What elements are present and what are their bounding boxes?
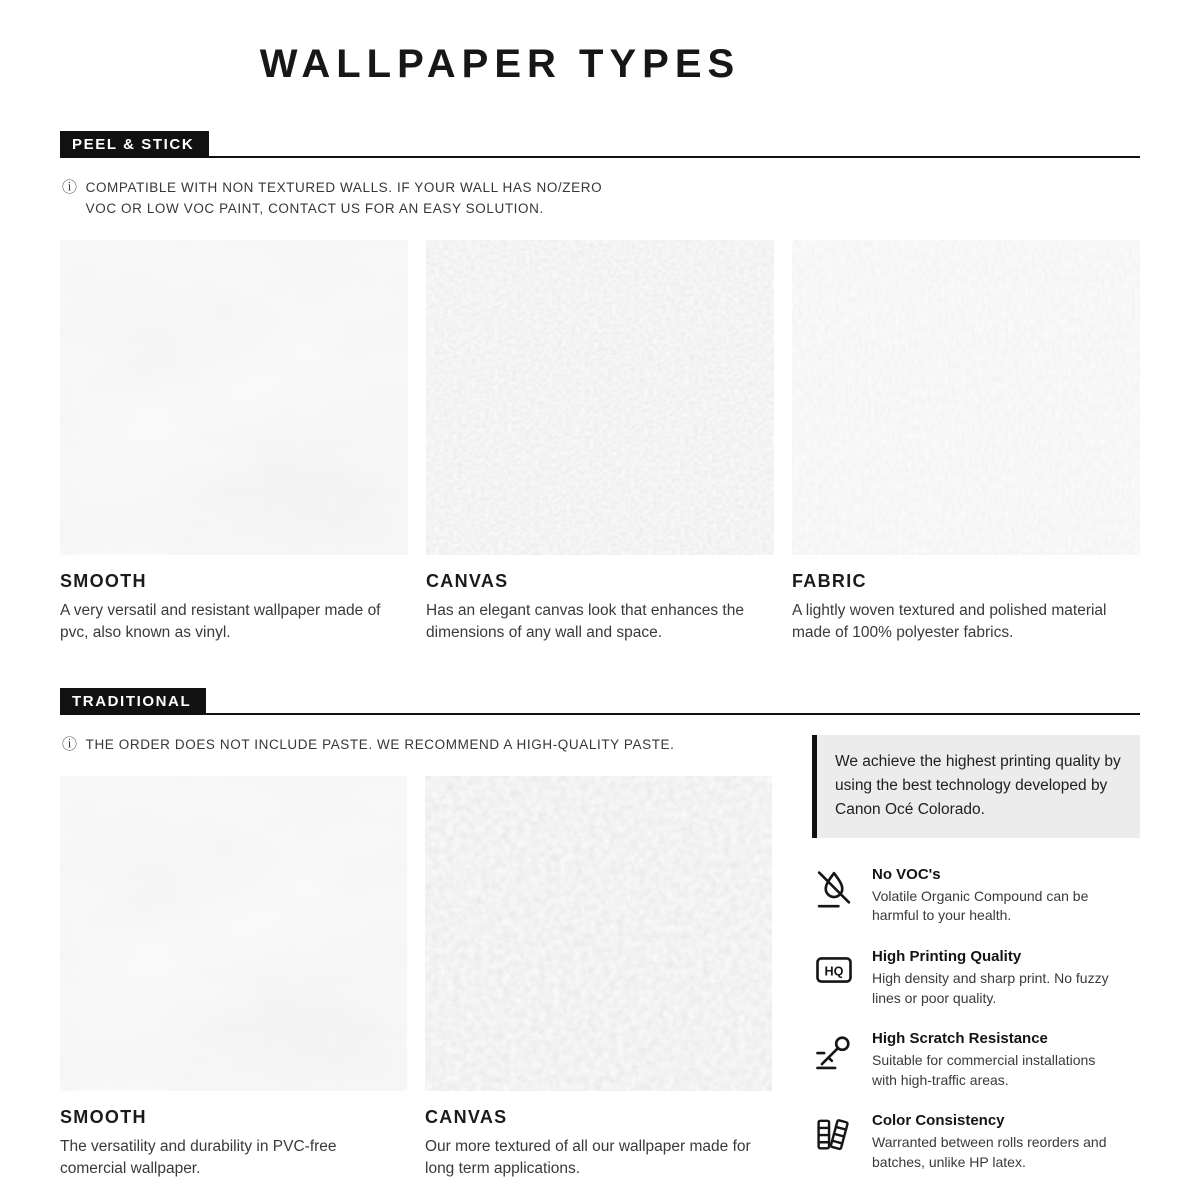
traditional-note-text: THE ORDER DOES NOT INCLUDE PASTE. WE RECOMMEND A HIGH-QUALITY PASTE. [85,736,675,752]
feature-no-voc-text [872,866,1122,926]
fabric-caption [792,571,1140,644]
traditional-smooth-texture-svg [60,776,407,1091]
peel-stick-captions [60,571,1140,644]
traditional-smooth-caption-desc: The versatility and durability in PVC-free comercial wallpaper. [60,1137,337,1177]
page-title: WALLPAPER TYPES [259,42,741,86]
canvas-caption [426,571,774,644]
smooth-caption [60,571,408,644]
peel-stick-note [62,178,1140,220]
traditional-smooth-caption [60,1107,407,1180]
feature-color-consistency [812,1112,1140,1172]
smooth-caption-name: SMOOTH [60,570,147,591]
peel-stick-note-text: COMPATIBLE WITH NON TEXTURED WALLS. IF YOUR WALL HAS NO/ZERO VOC OR LOW VOC PAINT, CONTACT US FOR AN EASY SOLUTION. [85,180,603,216]
feature-scratch-resistance [812,1030,1140,1090]
feature-color-consistency-text [872,1112,1122,1172]
feature-high-printing-quality-title: High Printing Quality [872,948,1022,966]
traditional-section-head [60,688,1140,715]
feature-color-consistency-title: Color Consistency [872,1112,1005,1130]
hq-icon-text: HQ [824,964,844,979]
info-icon: ⓘ [62,179,78,196]
peel-stick-section [60,131,1140,644]
traditional-smooth-caption-name: SMOOTH [60,1106,147,1127]
fabric-caption-name: FABRIC [792,570,867,591]
feature-scratch-resistance-desc: Suitable for commercial installations with high-traffic areas. [872,1052,1096,1088]
traditional-body [60,735,1140,1195]
traditional-captions [60,1107,772,1180]
traditional-canvas-caption-name: CANVAS [425,1106,508,1127]
info-icon: ⓘ [62,735,78,753]
no-voc-icon [812,866,856,910]
traditional-swatch-grid [60,776,772,1091]
feature-no-voc-desc: Volatile Organic Compound can be harmful to your health. [872,887,1089,924]
fabric-caption-desc: A lightly woven textured and polished material made of 100% polyester fabrics. [792,601,1107,641]
feature-high-printing-quality-text [872,948,1122,1008]
smooth-texture-svg [60,240,408,555]
canvas-caption-desc: Has an elegant canvas look that enhances the dimensions of any wall and space. [426,601,744,641]
feature-scratch-resistance-text [872,1030,1122,1090]
smooth-texture-image [60,240,408,555]
feature-high-printing-quality-desc: High density and sharp print. No fuzzy lines or poor quality. [872,970,1109,1006]
feature-no-voc [812,866,1140,926]
traditional-canvas-caption [425,1107,772,1180]
color-consistency-icon [812,1112,856,1156]
peel-stick-swatch-grid [60,240,1140,555]
feature-no-voc-title: No VOC's [872,865,941,883]
scratch-resistance-icon [812,1030,856,1074]
fabric-texture-svg [792,240,1140,555]
peel-stick-section-head [60,131,1140,158]
traditional-smooth-texture-image [60,776,407,1091]
traditional-canvas-texture-svg [425,776,772,1091]
feature-high-printing-quality [812,948,1140,1008]
canvas-texture-image [426,240,774,555]
canvas-texture-svg [426,240,774,555]
fabric-texture-image [792,240,1140,555]
hq-icon [812,948,856,992]
traditional-right-column [812,735,1140,1195]
peel-stick-badge: PEEL & STICK [60,131,209,157]
feature-color-consistency-desc: Warranted between rolls reorders and batches, unlike HP latex. [872,1134,1107,1171]
smooth-caption-desc: A very versatil and resistant wallpaper made of pvc, also known as vinyl. [60,601,381,641]
traditional-section [60,688,1140,1195]
canvas-caption-name: CANVAS [426,570,509,591]
feature-scratch-resistance-title: High Scratch Resistance [872,1030,1048,1048]
traditional-left-column [60,735,772,1195]
traditional-canvas-texture-image [425,776,772,1091]
traditional-badge: TRADITIONAL [60,688,206,714]
traditional-canvas-caption-desc: Our more textured of all our wallpaper made for long term applications. [425,1137,751,1177]
printing-quality-quote: We achieve the highest printing quality by using the best technology developed by Canon Océ Colorado. [812,735,1140,838]
traditional-note [62,735,772,756]
